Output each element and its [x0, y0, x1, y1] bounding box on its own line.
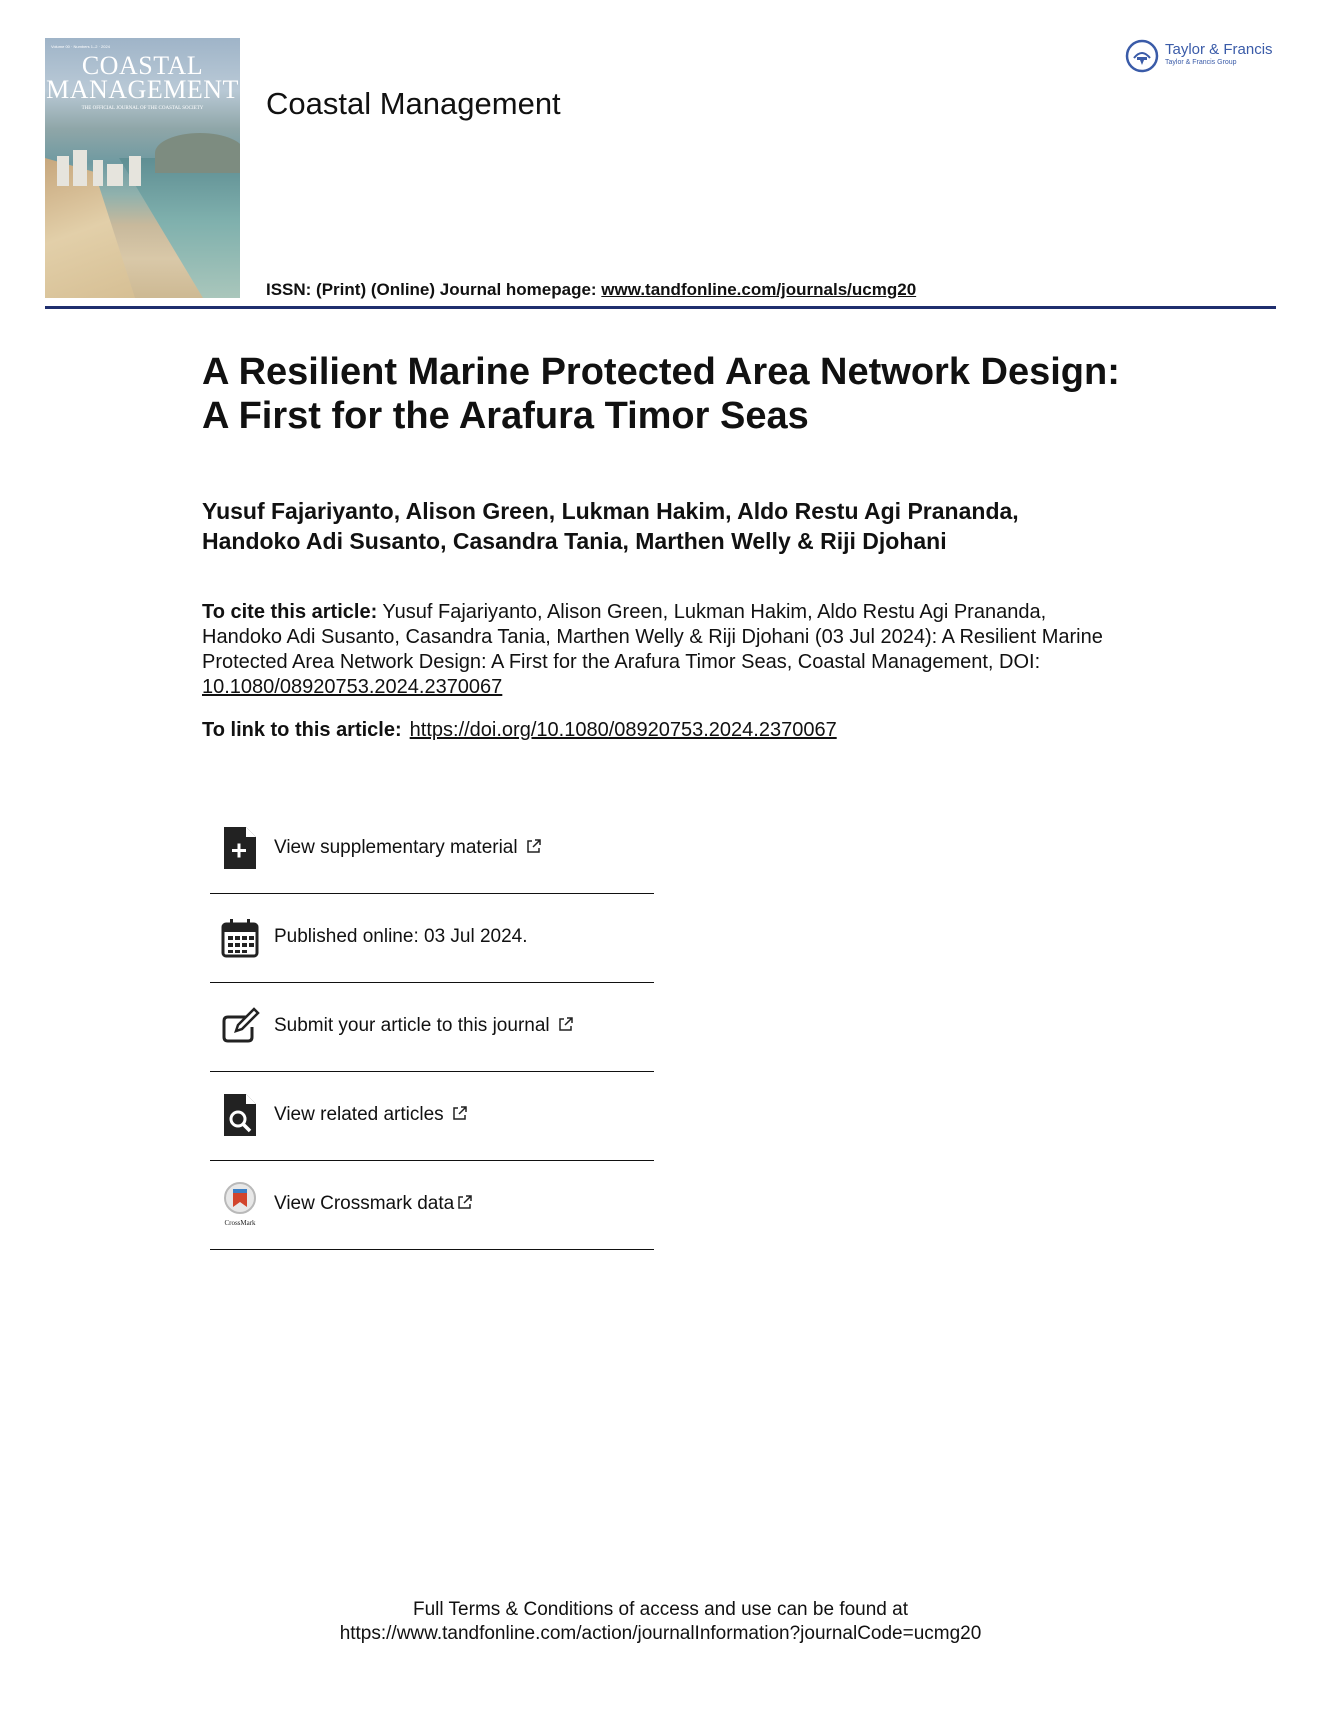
action-view-crossmark[interactable] — [210, 1161, 654, 1250]
cover-building — [93, 160, 103, 186]
authors-line1: Yusuf Fajariyanto, Alison Green, Lukman Hakim, Aldo Restu Agi Prananda, — [202, 498, 1019, 524]
footer-terms-link[interactable]: https://www.tandfonline.com/action/journalInformation?journalCode=ucmg20 — [339, 1623, 982, 1644]
action-label-text: View Crossmark data — [274, 1193, 455, 1214]
cover-building — [107, 164, 123, 186]
action-label-text: View supplementary material — [274, 837, 518, 858]
article-link-label: To link to this article: — [202, 719, 402, 741]
calendar-icon — [220, 914, 260, 960]
action-view-supplementary[interactable] — [210, 805, 654, 894]
journal-cover-image — [45, 38, 240, 298]
publisher-group-text: Taylor & Francis Group — [1165, 59, 1237, 66]
citation-block — [202, 600, 1122, 700]
action-submit-article[interactable] — [210, 983, 654, 1072]
article-title-line2: A First for the Arafura Timor Seas — [202, 395, 809, 437]
action-view-related[interactable] — [210, 1072, 654, 1161]
article-actions — [210, 805, 654, 1250]
external-link-icon — [457, 1194, 473, 1210]
cover-building — [57, 156, 69, 186]
article-doi-url[interactable]: https://doi.org/10.1080/08920753.2024.2370067 — [409, 719, 837, 741]
edit-icon — [220, 1003, 260, 1049]
article-link-block — [202, 718, 837, 743]
external-link-icon — [526, 838, 542, 854]
header-divider — [45, 306, 1276, 309]
action-label: Published online: 03 Jul 2024. — [274, 926, 528, 947]
issn-line — [266, 280, 916, 300]
cover-title-line2: MANAGEMENT — [46, 75, 239, 104]
action-published-online — [210, 894, 654, 983]
crossmark-caption: CrossMark — [224, 1219, 256, 1227]
authors-line2: Handoko Adi Susanto, Casandra Tania, Marthen Welly & Riji Djohani — [202, 528, 947, 554]
issn-label: ISSN: (Print) (Online) Journal homepage: — [266, 280, 602, 299]
footer-line1: Full Terms & Conditions of access and use can be found at — [413, 1599, 908, 1620]
cover-title — [45, 51, 240, 104]
action-label — [274, 1015, 574, 1037]
cover-subtitle: THE OFFICIAL JOURNAL OF THE COASTAL SOCIETY — [81, 106, 204, 111]
crossmark-icon — [220, 1181, 260, 1227]
cover-volume-info: Volume 00 · Numbers 1–2 · 2024 — [51, 44, 110, 49]
document-plus-icon — [220, 825, 260, 871]
external-link-icon — [558, 1016, 574, 1032]
action-label-text: Submit your article to this journal — [274, 1015, 550, 1036]
action-label — [274, 837, 542, 859]
journal-name: Coastal Management — [266, 86, 561, 121]
external-link-icon — [452, 1105, 468, 1121]
cover-building — [129, 156, 141, 186]
footer-terms — [0, 1598, 1321, 1646]
publisher-name — [1165, 41, 1273, 67]
publisher-name-text: Taylor & Francis — [1165, 41, 1273, 58]
action-label-text: View related articles — [274, 1104, 444, 1125]
citation-label: To cite this article: — [202, 601, 378, 623]
article-title — [202, 350, 1182, 438]
citation-doi-link[interactable]: 10.1080/08920753.2024.2370067 — [202, 676, 503, 698]
article-title-line1: A Resilient Marine Protected Area Network Design: — [202, 351, 1120, 393]
cover-building — [73, 150, 87, 186]
action-label — [274, 1104, 468, 1126]
cover-hill — [155, 133, 240, 173]
cover-title-line1: COASTAL — [81, 51, 204, 80]
journal-homepage-link[interactable]: www.tandfonline.com/journals/ucmg20 — [601, 280, 917, 299]
document-search-icon — [220, 1092, 260, 1138]
article-authors — [202, 496, 1182, 556]
action-label — [274, 1193, 473, 1215]
citation-text: Yusuf Fajariyanto, Alison Green, Lukman Hakim, Aldo Restu Agi Prananda, Handoko Adi Susanto, Casandra Tania, Marthen Welly & Riji Djohani (03 Jul 2024): A Resilient Marine Protected Area Network Design: A First for the Arafura Timor Seas, Coastal Management, DOI: — [202, 601, 1103, 673]
